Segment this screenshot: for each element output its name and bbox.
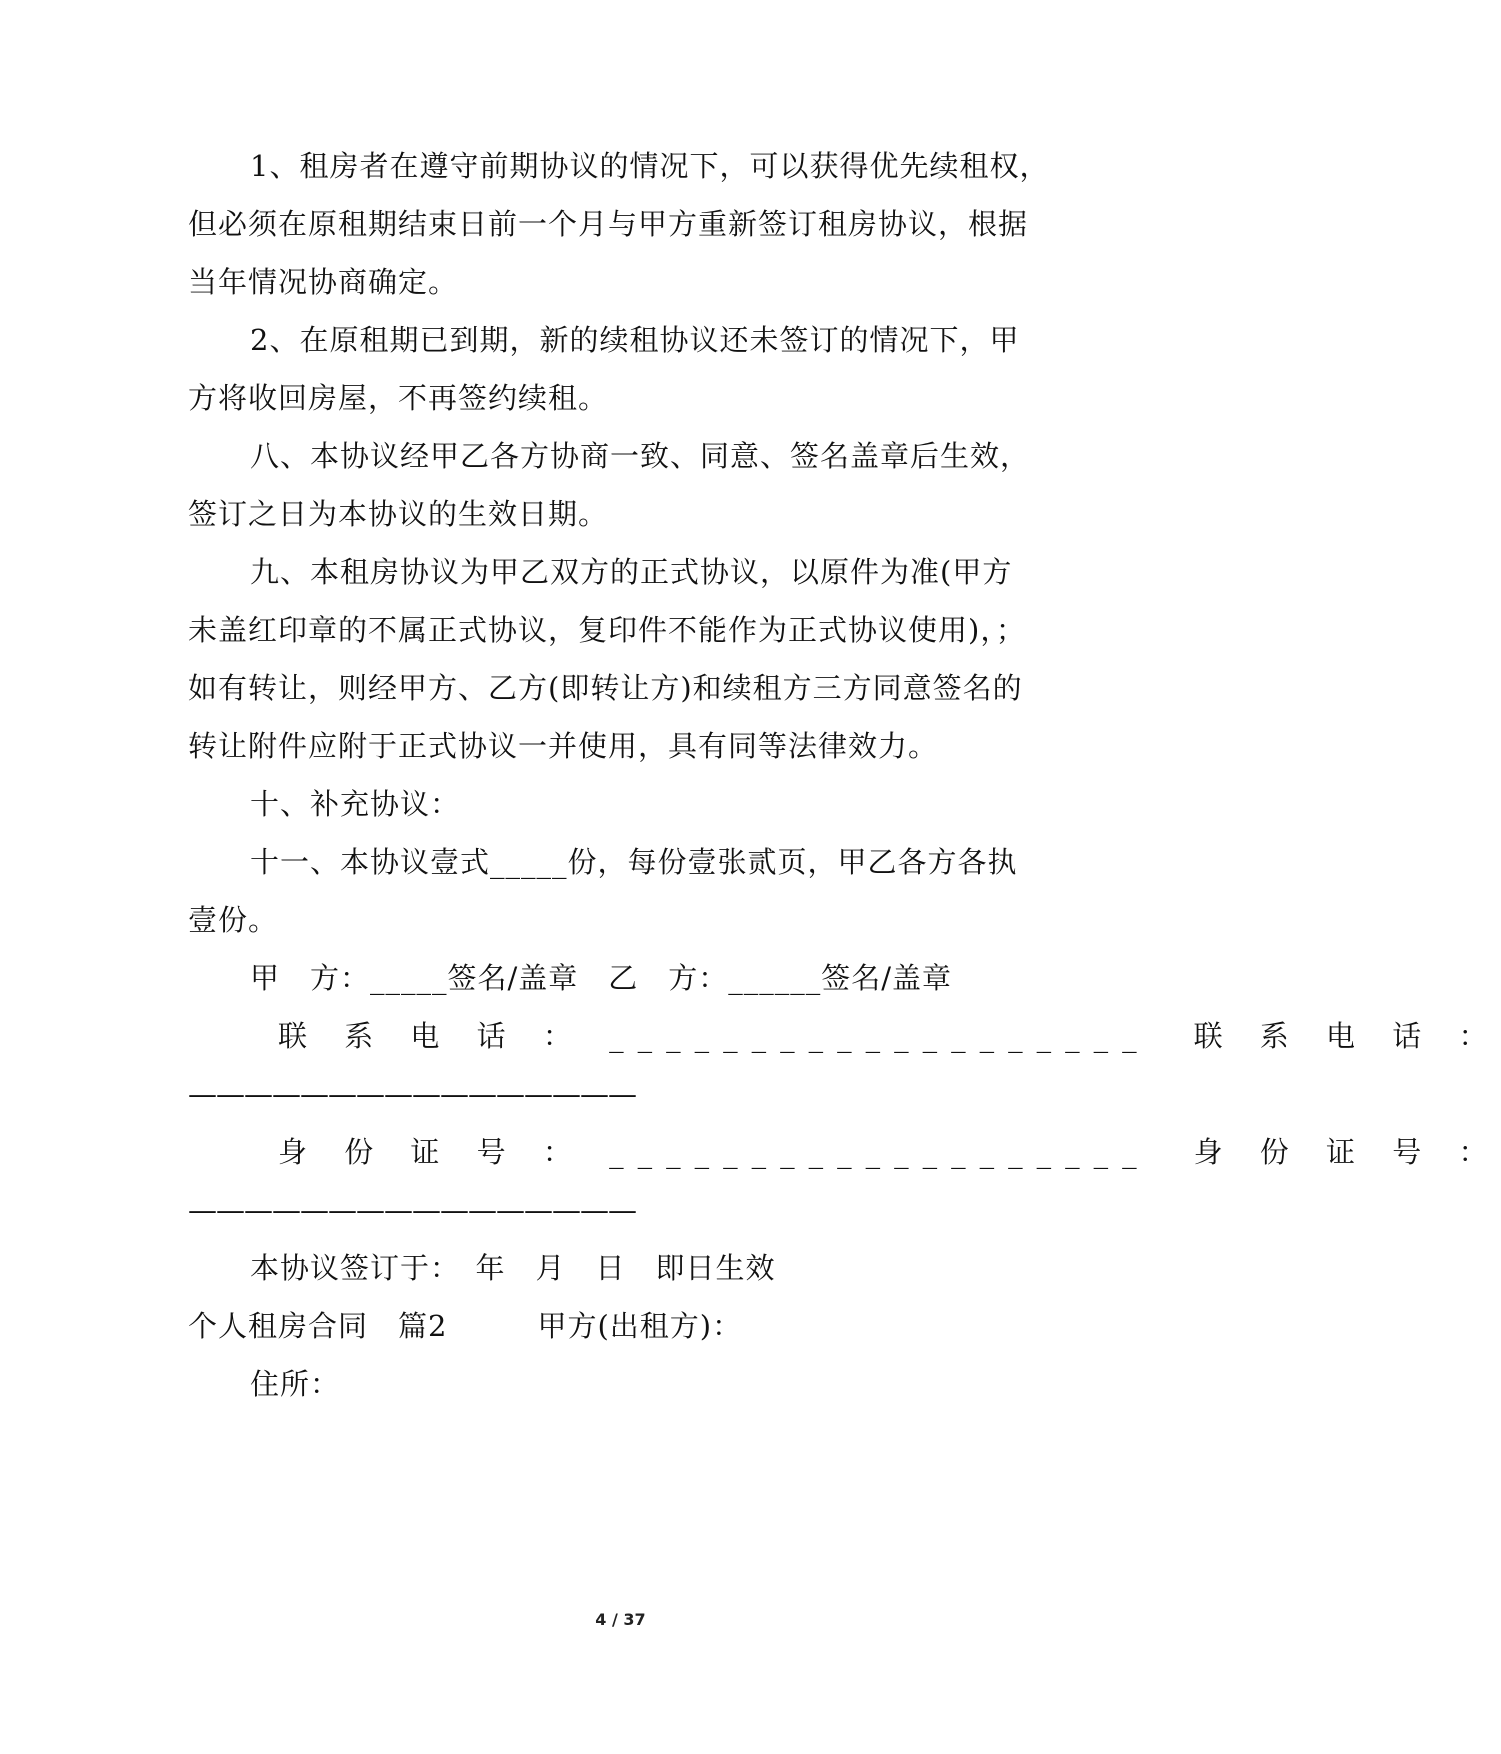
id-blank: ————————————————: [188, 1193, 636, 1227]
signature-line: 甲 方：_____签名/盖章 乙 方：______签名/盖章: [250, 961, 953, 995]
paragraph-line: 壹份。: [188, 903, 279, 937]
paragraph-line: 方将收回房屋，不再签约续租。: [188, 381, 609, 415]
paragraph-line: 未盖红印章的不属正式协议，复印件不能作为正式协议使用)，；: [188, 613, 1026, 647]
paragraph-line: 1、租房者在遵守前期协议的情况下，可以获得优先续租权，: [250, 149, 1050, 183]
paragraph-line: 九、本租房协议为甲乙双方的正式协议，以原件为准(甲方: [250, 555, 1013, 589]
address-line: 住所：: [250, 1367, 341, 1401]
paragraph-line: 但必须在原租期结束日前一个月与甲方重新签订租房协议，根据: [188, 207, 1029, 241]
paragraph-line: 转让附件应附于正式协议一并使用，具有同等法律效力。: [188, 729, 939, 763]
paragraph-line: 2、在原租期已到期，新的续租协议还未签订的情况下，甲: [250, 323, 1020, 357]
id-line: 身 份 证 号 ： ___________________ 身 份 证 号 ：: [278, 1135, 1501, 1169]
paragraph-line: 十一、本协议壹式_____份，每份壹张贰页，甲乙各方各执: [250, 845, 1018, 879]
page-number: 4 / 37: [595, 1610, 646, 1629]
paragraph-line: 十、补充协议：: [250, 787, 461, 821]
paragraph-line: 如有转让，则经甲方、乙方(即转让方)和续租方三方同意签名的: [188, 671, 1023, 705]
section-heading: 个人租房合同 篇2 甲方(出租方)：: [188, 1309, 743, 1343]
paragraph-line: 当年情况协商确定。: [188, 265, 459, 299]
phone-line: 联 系 电 话 ： ___________________ 联 系 电 话 ：: [278, 1019, 1501, 1053]
paragraph-line: 八、本协议经甲乙各方协商一致、同意、签名盖章后生效，: [250, 439, 1031, 473]
paragraph-line: 签订之日为本协议的生效日期。: [188, 497, 609, 531]
signing-date-line: 本协议签订于： 年 月 日 即日生效: [250, 1251, 776, 1285]
phone-blank: ————————————————: [188, 1077, 636, 1111]
